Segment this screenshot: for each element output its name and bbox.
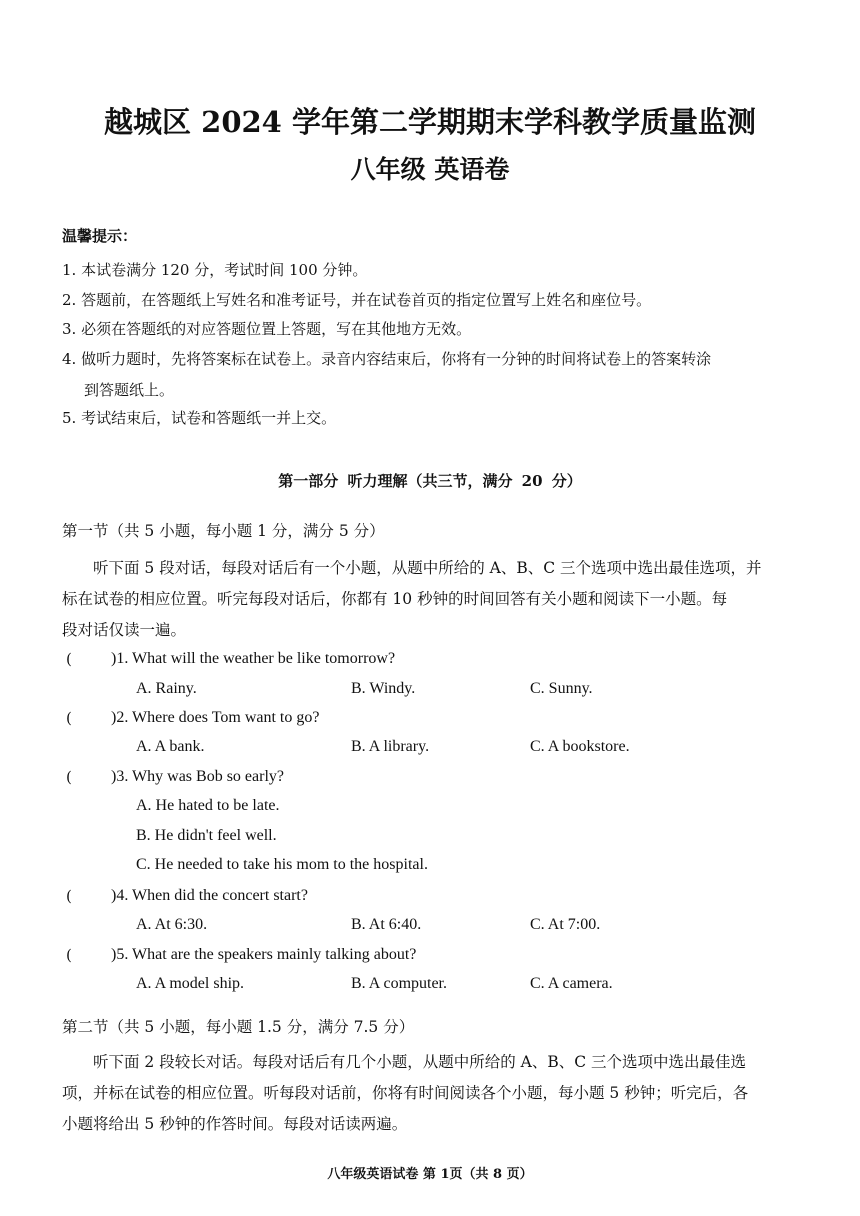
tip-item-4: 4. 做听力题时，先将答案标在试卷上。录音内容结束后，你将有一分钟的时间将试卷上的答案转涂 [62, 350, 712, 368]
option-a: A. He hated to be late. [136, 797, 280, 814]
part1-heading: 第一部分 听力理解（共三节，满分 20 分） [278, 472, 582, 490]
option-b: B. Windy. [351, 680, 416, 697]
section1-heading: 第一节（共 5 小题，每小题 1 分，满分 5 分） [62, 522, 385, 540]
answer-paren: ( [66, 768, 72, 786]
tip-item-5: 5. 考试结束后，试卷和答题纸一并上交。 [62, 409, 337, 427]
answer-paren: ( [66, 887, 72, 905]
instruction-line: 听下面 5 段对话，每段对话后有一个小题，从题中所给的 A、B、C 三个选项中选出最佳选项，并 [93, 559, 762, 577]
instruction-line: 听下面 2 段较长对话。每段对话后有几个小题，从题中所给的 A、B、C 三个选项中选出最佳选 [93, 1053, 747, 1071]
tip-item-3: 3. 必须在答题纸的对应答题位置上答题，写在其他地方无效。 [62, 320, 472, 338]
option-c: C. A camera. [530, 975, 613, 992]
answer-paren: ( [66, 650, 72, 668]
instruction-line: 标在试卷的相应位置。听完每段对话后，你都有 10 秒钟的时间回答有关小题和阅读下一小题。每 [62, 590, 728, 608]
tip-item-2: 2. 答题前，在答题纸上写姓名和准考证号，并在试卷首页的指定位置写上姓名和座位号。 [62, 291, 652, 309]
option-a: A. A bank. [136, 738, 205, 755]
answer-paren: ( [66, 946, 72, 964]
question-text: )2. Where does Tom want to go? [111, 709, 320, 726]
option-c: C. He needed to take his mom to the hospital. [136, 856, 428, 873]
option-a: A. A model ship. [136, 975, 245, 992]
option-b: B. At 6:40. [351, 916, 422, 933]
option-c: C. A bookstore. [530, 738, 630, 755]
option-c: C. At 7:00. [530, 916, 601, 933]
option-b: B. A computer. [351, 975, 447, 992]
question-text: )3. Why was Bob so early? [111, 768, 284, 785]
instruction-line: 段对话仅读一遍。 [62, 621, 187, 639]
option-b: B. A library. [351, 738, 430, 755]
exam-title: 越城区 2024 学年第二学期期末学科教学质量监测 [104, 105, 756, 139]
option-c: C. Sunny. [530, 680, 593, 697]
page-footer: 八年级英语试卷 第 1页（共 8 页） [327, 1167, 533, 1182]
section2-instructions [62, 1047, 792, 1140]
option-a: A. At 6:30. [136, 916, 208, 933]
tip-item-4-continued: 到答题纸上。 [84, 381, 175, 399]
section1-instructions [62, 553, 792, 646]
option-b: B. He didn't feel well. [136, 827, 277, 844]
option-a: A. Rainy. [136, 680, 197, 697]
instruction-line: 项，并标在试卷的相应位置。听每段对话前，你将有时间阅读各个小题，每小题 5 秒钟；听完后，各 [62, 1084, 749, 1102]
instruction-line: 小题将给出 5 秒钟的作答时间。每段对话读两遍。 [62, 1115, 408, 1133]
answer-paren: ( [66, 709, 72, 727]
section2-heading: 第二节（共 5 小题，每小题 1.5 分，满分 7.5 分） [62, 1018, 415, 1036]
exam-subtitle: 八年级 英语卷 [350, 155, 510, 184]
question-text: )1. What will the weather be like tomorrow? [111, 650, 396, 667]
question-text: )4. When did the concert start? [111, 887, 308, 904]
question-text: )5. What are the speakers mainly talking about? [111, 946, 417, 963]
tips-heading: 温馨提示： [62, 227, 138, 245]
tip-item-1: 1. 本试卷满分 120 分，考试时间 100 分钟。 [62, 261, 368, 279]
